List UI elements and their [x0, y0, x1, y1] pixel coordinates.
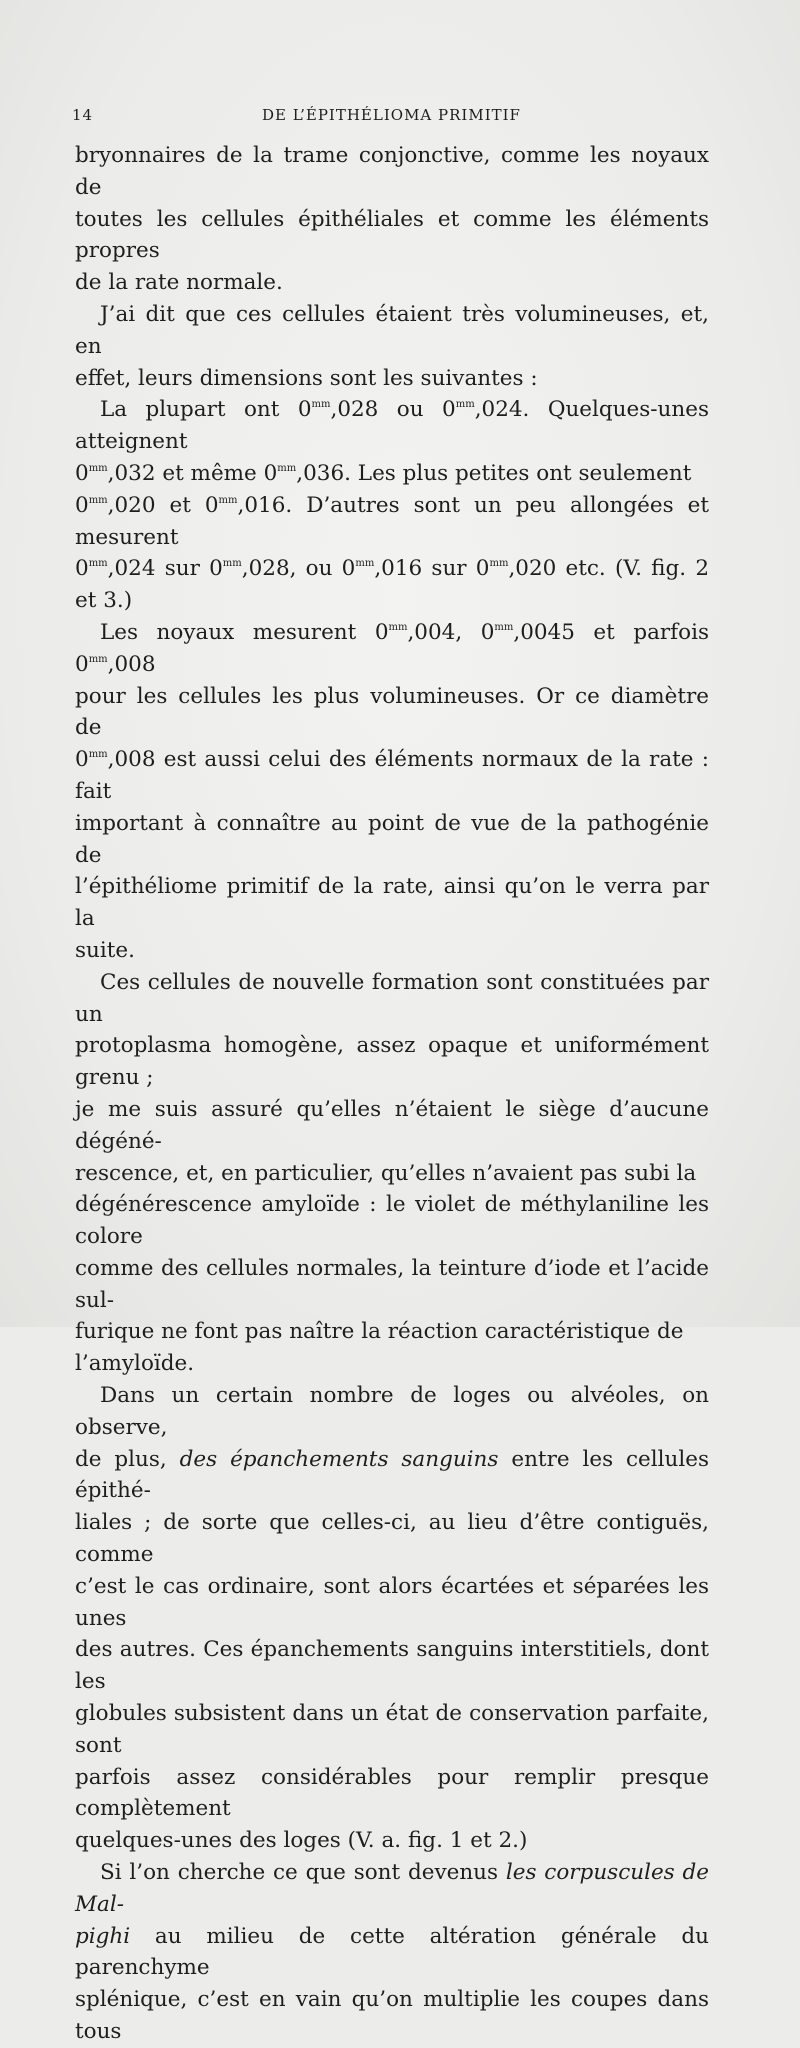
text-line: dégénérescence amyloïde : le violet de méthylaniline les colore [75, 1192, 709, 1250]
paragraph-4 [75, 617, 709, 967]
text-line: c’est le cas ordinaire, sont alors écartées et séparées les unes [75, 1573, 709, 1631]
text-line [75, 617, 709, 681]
paragraph-2 [75, 299, 709, 394]
text-run: ,032 et même 0 [107, 460, 278, 486]
text-run: ,008 est aussi celui des éléments normaux de la rate : fait [75, 747, 709, 804]
text-line [75, 1857, 709, 1921]
unit-superscript: mm [489, 558, 509, 570]
running-title: DE L’ÉPITHÉLIOMA PRIMITIF [262, 106, 521, 124]
text-run: 0 [75, 556, 89, 582]
paragraph-5 [75, 967, 709, 1380]
text-run: ,020 et 0 [107, 492, 219, 518]
text-run: 0 [75, 747, 89, 773]
text-run: ,016 sur 0 [374, 556, 490, 582]
unit-superscript: mm [277, 462, 297, 474]
text-run: ,036. Les plus petites ont seulement [296, 460, 692, 486]
text-run: de plus, [75, 1446, 180, 1472]
text-run: ,024 sur 0 [107, 556, 223, 582]
page-header [72, 106, 712, 130]
unit-superscript: mm [494, 621, 514, 633]
unit-superscript: mm [455, 399, 475, 411]
text-line: pour les cellules les plus volumineuses. Or ce diamètre de [75, 683, 709, 741]
text-run: entre les cellules épithé- [75, 1446, 709, 1504]
paragraph-1 [75, 140, 709, 299]
unit-superscript: mm [388, 621, 408, 633]
unit-superscript: mm [88, 749, 108, 761]
unit-superscript: mm [88, 653, 108, 665]
unit-superscript: mm [218, 494, 238, 506]
text-run: 0 [75, 460, 89, 486]
text-run: La plupart ont 0 [100, 397, 312, 423]
text-line [75, 490, 709, 554]
unit-superscript: mm [88, 494, 108, 506]
unit-superscript: mm [222, 558, 242, 570]
italic-text: les corpuscules de Mal- [75, 1860, 710, 1917]
text-run: ,0045 et parfois 0 [75, 619, 709, 677]
text-line: globules subsistent dans un état de conservation parfaite, sont [75, 1701, 709, 1758]
text-line: des autres. Ces épanchements sanguins interstitiels, dont les [75, 1637, 709, 1695]
text-run: ,016. D’autres sont un peu allongées et mesurent [75, 492, 709, 550]
text-line: bryonnaires de la trame conjonctive, comme les noyaux de [75, 143, 709, 200]
text-run: 0 [75, 492, 89, 518]
text-line [75, 1921, 709, 1985]
text-line: protoplasma homogène, assez opaque et uniformément grenu ; [75, 1033, 709, 1091]
paragraph-7 [75, 1857, 709, 2048]
text-line: je me suis assuré qu’elles n’étaient le siège d’aucune dégéné- [75, 1096, 709, 1154]
text-run: Si l’on cherche ce que sont devenus [100, 1860, 506, 1886]
text-line [75, 553, 709, 617]
text-run: ,004, 0 [407, 619, 495, 645]
text-run: Les noyaux mesurent 0 [100, 619, 389, 645]
italic-text: pighi [75, 1923, 131, 1949]
text-line: l’épithéliome primitif de la rate, ainsi qu’on le verra par la [75, 874, 709, 932]
text-run: au milieu de cette altération générale du parenchyme [75, 1923, 709, 1981]
italic-text: des épanchements sanguins [179, 1446, 499, 1472]
text-line: J’ai dit que ces cellules étaient très volumineuses, et, en [75, 301, 709, 359]
paragraph-3 [75, 394, 709, 617]
text-line [75, 458, 709, 490]
unit-superscript: mm [311, 399, 331, 411]
text-line: furique ne font pas naître la réaction caractéristique de [75, 1319, 684, 1345]
text-line: effet, leurs dimensions sont les suivantes : [75, 365, 538, 391]
text-line: important à connaître au point de vue de la pathogénie de [75, 810, 709, 868]
page-number: 14 [72, 106, 94, 124]
text-line: splénique, c’est en vain qu’on multiplie les coupes dans tous [75, 1987, 709, 2045]
text-line: quelques-unes des loges (V. a. fig. 1 et 2.) [75, 1828, 528, 1854]
text-run: ,020 etc. (V. fig. 2 et 3.) [75, 556, 709, 614]
text-line [75, 744, 709, 808]
text-line: de la rate normale. [75, 270, 283, 296]
text-line: suite. [75, 937, 135, 963]
text-line: rescence, et, en particulier, qu’elles n’avaient pas subi la [75, 1160, 697, 1186]
body-text [75, 140, 709, 2048]
text-run: ,024. Quelques-unes atteignent [75, 397, 709, 455]
paragraph-6 [75, 1380, 709, 1857]
text-line: comme des cellules normales, la teinture d’iode et l’acide sul- [75, 1255, 709, 1313]
unit-superscript: mm [88, 462, 108, 474]
text-line: liales ; de sorte que celles-ci, au lieu d’être contiguës, comme [75, 1510, 709, 1568]
unit-superscript: mm [88, 558, 108, 570]
text-line: parfois assez considérables pour remplir presque complètement [75, 1764, 709, 1822]
text-run: ,008 [107, 651, 156, 677]
text-run: ,028 ou 0 [330, 397, 456, 423]
text-line [75, 1444, 709, 1508]
text-line: l’amyloïde. [75, 1351, 195, 1377]
unit-superscript: mm [355, 558, 375, 570]
text-line: Dans un certain nombre de loges ou alvéoles, on observe, [75, 1383, 709, 1440]
text-line: Ces cellules de nouvelle formation sont constituées par un [75, 969, 709, 1027]
text-line: toutes les cellules épithéliales et comme les éléments propres [75, 206, 709, 264]
text-run: ,028, ou 0 [241, 556, 356, 582]
text-line [75, 394, 709, 458]
